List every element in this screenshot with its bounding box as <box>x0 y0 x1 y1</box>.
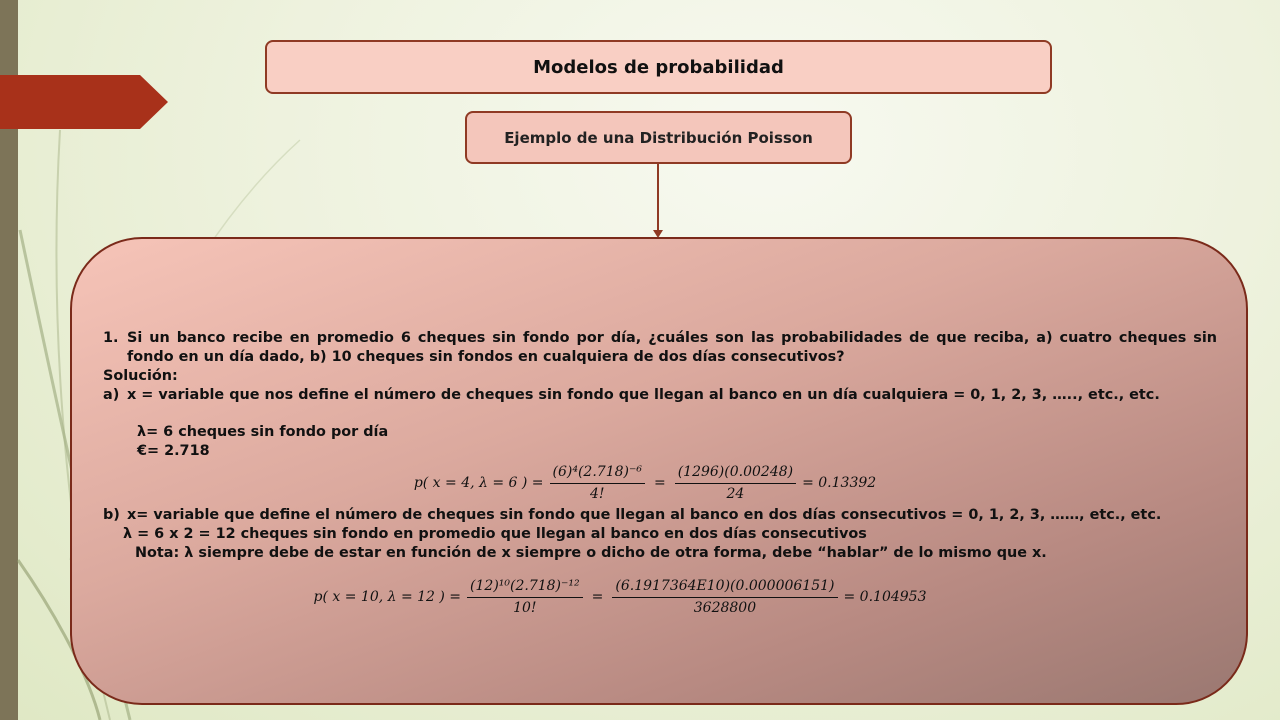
e-value-line: €= 2.718 <box>137 443 210 459</box>
part-a-label: a) <box>103 387 120 403</box>
solution-label: Solución: <box>103 368 178 384</box>
part-a-text: x = variable que nos define el número de cheques sin fondo que llegan al banco en un día cualquiera = 0, 1, 2, 3, ….., etc., etc. <box>127 387 1160 403</box>
problem-question: Si un banco recibe en promedio 6 cheques sin fondo por día, ¿cuáles son las probabilidades de que reciba, a) cuatro cheques sin fondo en un día dado, b) 10 cheques sin fondos en cualquiera de dos días consecutivos? <box>127 330 1217 365</box>
spacer <box>103 405 1217 423</box>
note-line: Nota: λ siempre debe de estar en función de x siempre o dicho de otra forma, debe “hablar” de lo mismo que x. <box>135 545 1047 561</box>
formula-a-frac1-numerator: (6)⁴(2.718)⁻⁶ <box>550 463 645 484</box>
formula-a-fraction-2 <box>675 463 796 504</box>
formula-a-frac1-denominator: 4! <box>589 486 605 502</box>
formula-b-frac1-denominator: 10! <box>513 600 537 616</box>
formula-a <box>73 463 1217 504</box>
part-b-row <box>103 506 1217 525</box>
lambda-a-line: λ= 6 cheques sin fondo por día <box>137 424 389 440</box>
connector-line <box>657 164 659 232</box>
page-title: Modelos de probabilidad <box>533 56 784 78</box>
problem-number: 1. <box>103 330 119 346</box>
formula-a-lhs: p( x = 4, λ = 6 ) = <box>413 475 544 491</box>
formula-b <box>23 577 1217 618</box>
formula-a-fraction-1 <box>550 463 645 504</box>
formula-b-result: = 0.104953 <box>843 589 927 605</box>
part-b-text: x= variable que define el número de cheques sin fondo que llegan al banco en dos días consecutivos = 0, 1, 2, 3, ……, etc., etc. <box>127 507 1162 523</box>
formula-b-frac2-denominator: 3628800 <box>693 600 757 616</box>
red-arrow-shape <box>0 75 168 129</box>
lambda-b-line: λ = 6 x 2 = 12 cheques sin fondo en promedio que llegan al banco en dos días consecutivos <box>123 526 867 542</box>
problem-content <box>103 329 1217 620</box>
formula-b-lhs: p( x = 10, λ = 12 ) = <box>313 589 462 605</box>
formula-a-result: = 0.13392 <box>802 475 877 491</box>
formula-b-equals: = <box>591 589 604 605</box>
title-box <box>265 40 1052 94</box>
part-b-label: b) <box>103 507 120 523</box>
page-subtitle: Ejemplo de una Distribución Poisson <box>504 128 813 147</box>
subtitle-box <box>465 111 852 164</box>
formula-b-fraction-2 <box>612 577 837 618</box>
formula-b-frac1-numerator: (12)¹⁰(2.718)⁻¹² <box>467 577 583 598</box>
problem-question-row <box>103 329 1217 367</box>
formula-a-equals: = <box>653 475 666 491</box>
formula-a-frac2-denominator: 24 <box>726 486 745 502</box>
part-a-row <box>103 386 1217 405</box>
formula-b-frac2-numerator: (6.1917364E10)(0.000006151) <box>612 577 837 598</box>
formula-b-fraction-1 <box>467 577 583 618</box>
formula-a-frac2-numerator: (1296)(0.00248) <box>675 463 796 484</box>
